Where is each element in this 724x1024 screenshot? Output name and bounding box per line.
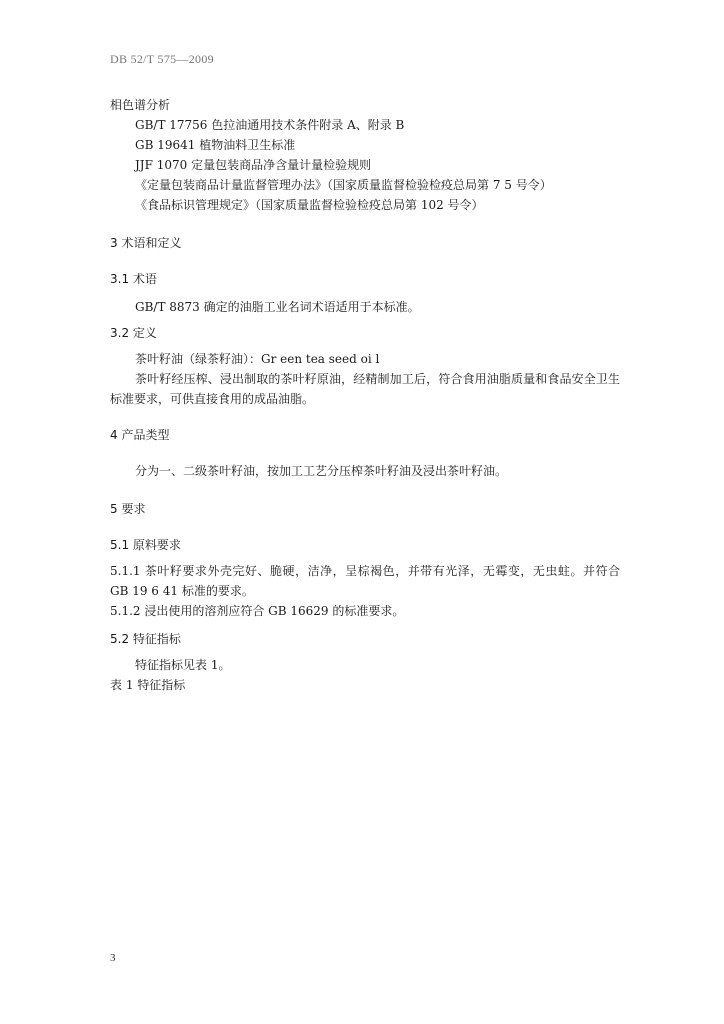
section-3-1-heading: 3.1 术语 [110,272,157,286]
reference-continuation: 相色谱分析 [110,98,171,112]
section-4-text: 分为一、二级茶叶籽油，按加工工艺分压榨茶叶籽油及浸出茶叶籽油。 [135,464,508,478]
document-code-header: DB 52/T 575—2009 [110,52,214,66]
page-number: 3 [110,952,116,964]
section-5-2-text: 特征指标见表 1。 [135,658,231,672]
reference-item: 《定量包装商品计量监督管理办法》（国家质量监督检验检疫总局第 7 5 号令） [135,178,552,192]
clause-5-1-1: 5.1.1 茶叶籽要求外壳完好、脆硬，洁净，呈棕褐色，并带有光泽，无霉变，无虫蛀。并符合 GB 19 6 41 标准的要求。 [110,564,620,598]
reference-item: GB/T 17756 色拉油通用技术条件附录 A、附录 B [135,118,405,132]
page-body [110,95,620,695]
section-5-heading: 5 要求 [110,502,146,516]
term-definition-text: 茶叶籽经压榨、浸出制取的茶叶籽原油，经精制加工后，符合食用油脂质量和食品安全卫生标准要求，可供直接食用的成品油脂。 [110,372,620,406]
reference-item: GB 19641 植物油料卫生标准 [135,138,296,152]
section-5-1-heading: 5.1 原料要求 [110,538,181,552]
reference-item: 《食品标识管理规定》（国家质量监督检验检疫总局第 102 号令） [135,198,484,212]
section-3-2-heading: 3.2 定义 [110,326,157,340]
reference-item: JJF 1070 定量包装商品净含量计量检验规则 [135,158,372,172]
section-4-heading: 4 产品类型 [110,428,170,442]
clause-5-1-2: 5.1.2 浸出使用的溶剂应符合 GB 16629 的标准要求。 [110,604,405,618]
table-1-caption: 表 1 特征指标 [110,678,186,692]
section-5-2-heading: 5.2 特征指标 [110,632,181,646]
section-3-heading: 3 术语和定义 [110,236,182,250]
term-definition-title: 茶叶籽油（绿茶籽油）：Gr een tea seed oi l [135,352,380,366]
section-3-1-text: GB/T 8873 确定的油脂工业名词术语适用于本标准。 [135,300,420,314]
